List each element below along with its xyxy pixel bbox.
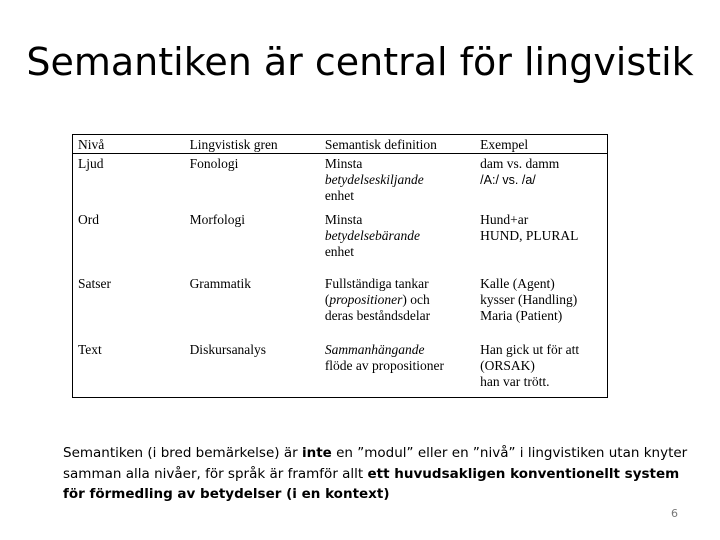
definition-line: enhet bbox=[324, 188, 355, 203]
header-level: Nivå bbox=[73, 135, 185, 154]
cell-example bbox=[475, 210, 607, 274]
summary-paragraph bbox=[63, 443, 703, 505]
slide-title: Semantiken är central för lingvistik bbox=[26, 40, 694, 84]
example-line: /A:/ vs. /a/ bbox=[480, 173, 536, 187]
example-line: (ORSAK) bbox=[480, 357, 535, 373]
definition-line: betydelsebärande bbox=[324, 227, 421, 243]
table-row bbox=[73, 154, 608, 210]
header-definition: Semantisk definition bbox=[320, 135, 475, 154]
example-line: Maria (Patient) bbox=[480, 307, 563, 323]
cell-level: Text bbox=[78, 341, 102, 357]
cell-definition bbox=[320, 210, 475, 274]
linguistics-table bbox=[72, 134, 608, 398]
cell-branch: Grammatik bbox=[189, 275, 252, 291]
summary-emphasis: ett huvudsakligen konventionellt system för förmedling av betydelser (i en kontext) bbox=[63, 465, 680, 502]
example-line: han var trött. bbox=[480, 373, 550, 389]
cell-definition bbox=[320, 340, 475, 398]
example-line: kysser (Handling) bbox=[480, 291, 578, 307]
definition-line: flöde av propositioner bbox=[324, 357, 445, 373]
definition-line: betydelseskiljande bbox=[324, 172, 424, 187]
page-number: 6 bbox=[671, 507, 678, 520]
example-line: HUND, PLURAL bbox=[480, 227, 579, 243]
summary-emphasis: inte bbox=[301, 445, 332, 461]
cell-example bbox=[475, 274, 607, 340]
cell-level: Ord bbox=[78, 211, 99, 227]
table-row bbox=[73, 340, 608, 398]
definition-line: deras beståndsdelar bbox=[324, 307, 431, 323]
definition-line: Sammanhängande bbox=[324, 341, 425, 357]
cell-example bbox=[475, 340, 607, 398]
table-header-row bbox=[73, 135, 608, 154]
cell-branch: Morfologi bbox=[189, 211, 246, 227]
definition-fragment: ( bbox=[324, 291, 330, 307]
example-line: dam vs. damm bbox=[480, 156, 560, 171]
header-branch: Lingvistisk gren bbox=[185, 135, 320, 154]
definition-line bbox=[325, 292, 471, 308]
cell-level: Ljud bbox=[78, 156, 104, 171]
summary-text: Semantiken (i bred bemärkelse) är bbox=[63, 445, 302, 461]
example-line: Hund+ar bbox=[480, 211, 529, 227]
cell-definition bbox=[320, 154, 475, 210]
cell-level: Satser bbox=[78, 275, 111, 291]
definition-fragment: propositioner bbox=[329, 291, 403, 307]
cell-branch: Fonologi bbox=[189, 156, 239, 171]
definition-line: Minsta bbox=[324, 156, 363, 171]
cell-definition bbox=[320, 274, 475, 340]
definition-line: Minsta bbox=[324, 211, 363, 227]
definition-fragment: ) och bbox=[402, 291, 430, 307]
table-row bbox=[73, 210, 608, 274]
example-line: Han gick ut för att bbox=[480, 341, 580, 357]
definition-line: Fullständiga tankar bbox=[324, 275, 429, 291]
header-example: Exempel bbox=[475, 135, 607, 154]
cell-branch: Diskursanalys bbox=[189, 341, 267, 357]
summary-text: en ”modul” eller en ”nivå” i lingvistiken utan knyter samman alla nivåer, för språk är framför allt bbox=[63, 445, 688, 482]
cell-example bbox=[475, 154, 607, 210]
table-row bbox=[73, 274, 608, 340]
example-line: Kalle (Agent) bbox=[480, 275, 555, 291]
definition-line: enhet bbox=[324, 243, 355, 259]
